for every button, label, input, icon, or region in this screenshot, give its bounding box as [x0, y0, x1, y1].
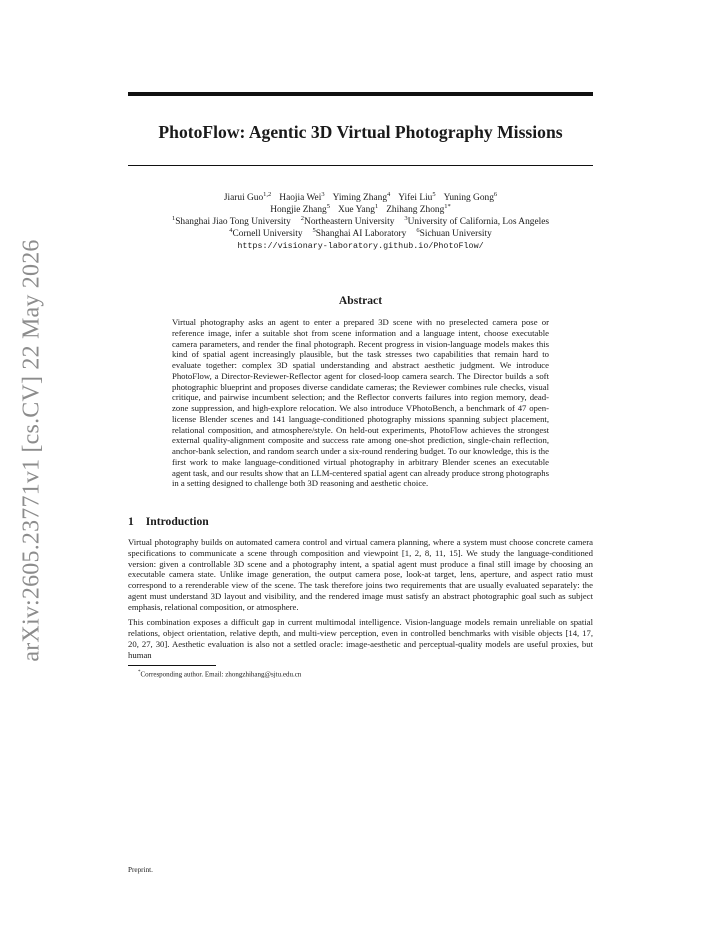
arxiv-identifier: arXiv:2605.23771v1 [cs.CV] 22 May 2026	[18, 238, 45, 662]
author-affiliation-mark: 5	[432, 190, 436, 198]
paper-page	[128, 92, 593, 680]
author-name: Haojia Wei$^3$	[279, 190, 325, 203]
affiliation	[300, 214, 395, 227]
affiliation-line-1	[128, 216, 593, 228]
author-name: Xue Yang$^1$	[337, 202, 379, 215]
affiliation-name: Cornell University	[232, 229, 303, 239]
affiliation	[171, 214, 291, 227]
affiliation-name: Northeastern University	[304, 217, 395, 227]
author-name: Yifei Liu$^5$	[398, 190, 436, 203]
abstract-heading: Abstract	[338, 294, 383, 307]
body-paragraph-1: Virtual photography builds on automated camera control and virtual camera planning, where a system must choose concrete camera specifications to communicate a scene through composition and viewpoint [1, 2, 8, 11, 15]. We study the language-conditioned version: given a controllable 3D scene and a photography intent, a spatial agent must produce a final still image by choosing an executable camera state. Unlike image generation, the output camera pose, look-at target, lens, aperture, and aspect ratio must correspond to a rerenderable view of the scene. The task therefore joins two requirements that are usually evaluated separately: the agent must understand 3D layout and visibility, and the rendered image must satisfy an abstract photographic goal such as subject emphasis, relational composition, or atmosphere.	[128, 537, 593, 612]
author-affiliation-mark: 1*	[444, 202, 451, 210]
affiliation	[229, 226, 303, 239]
author-name: Zhihang Zhong$^{1*}$	[386, 202, 451, 215]
title-bottom-rule	[128, 165, 593, 166]
affiliation-line-2	[128, 228, 593, 240]
author-affiliation-mark: 4	[387, 190, 391, 198]
abstract-text: Virtual photography asks an agent to enter a prepared 3D scene with no preselected camera pose or reference image, infer a suitable shot from scene information and a language intent, choose executable camera parameters, and render the final photograph. Recent progress in vision-language models makes this kind of spatial agent increasingly plausible, but the task stresses two capabilities that remain hard to evaluate together: complex 3D spatial understanding and abstract aesthetic judgment. We introduce PhotoFlow, a Director-Reviewer-Reflector agent for closed-loop camera search. The Director builds a soft photographic blueprint and proposes diverse candidate cameras; the Reviewer combines rule checks, visual critique, and pairwise incumbent selection; and the Reflector converts failures into region memory, dead-zone suppression, and high-explore relocation. We also introduce VPhotoBench, a benchmark of 47 open-license Blender scenes and 141 language-conditioned photography missions spanning subject placement, relational composition, and atmosphere/style. On held-out experiments, PhotoFlow achieves the strongest external quality-alignment composite and success rate among one-shot prediction, single-chain reflection, anchor-bank selection, and random search under a six-round rendering budget. To our knowledge, this is the first work to make language-conditioned virtual photography in arbitrary Blender scenes an executable agent task, and our results show that an LLM-centered spatial agent can already produce strong photographs in a setting designed to challenge both 3D reasoning and aesthetic choice.	[172, 317, 549, 489]
affiliation	[404, 214, 550, 227]
section-title: Introduction	[145, 515, 209, 528]
affiliation-name: Sichuan University	[419, 229, 492, 239]
title-top-rule	[128, 92, 593, 96]
author-affiliation-mark: 5	[326, 202, 330, 210]
affiliation-number: 1	[171, 214, 176, 222]
section-number: 1	[128, 515, 134, 528]
affiliation-number: 3	[404, 214, 408, 222]
affiliation-number: 2	[300, 214, 305, 222]
footnote-rule	[128, 665, 216, 666]
affiliation-name: Shanghai Jiao Tong University	[175, 217, 291, 227]
paper-title: PhotoFlow: Agentic 3D Virtual Photography Missions	[158, 122, 563, 142]
author-block	[128, 192, 593, 252]
affiliation	[312, 226, 407, 239]
author-name: Yiming Zhang$^4$	[332, 190, 391, 203]
affiliation-number: 4	[229, 226, 233, 234]
arxiv-side-stamp	[14, 230, 50, 670]
author-name: Jiarui Guo$^{1,2}$	[223, 190, 272, 203]
author-line-2	[128, 204, 593, 216]
affiliation-number: 5	[312, 226, 316, 234]
footnote-text: Corresponding author. Email: zhongzhihang@sjtu.edu.cn	[140, 670, 302, 679]
project-url[interactable]: https://visionary-laboratory.github.io/PhotoFlow/	[237, 241, 484, 251]
author-affiliation-mark: 1	[374, 202, 379, 210]
author-affiliation-mark: 1,2	[263, 190, 272, 198]
affiliation	[416, 226, 492, 239]
preprint-label: Preprint.	[128, 866, 153, 874]
author-affiliation-mark: 6	[493, 190, 498, 198]
affiliation-number: 6	[416, 226, 420, 234]
affiliation-name: Shanghai AI Laboratory	[315, 229, 407, 239]
author-line-1	[128, 192, 593, 204]
section-heading	[128, 515, 593, 528]
author-name: Hongjie Zhang$^5$	[270, 202, 330, 215]
body-paragraph-2: This combination exposes a difficult gap in current multimodal intelligence. Vision-language models remain unreliable on spatial relations, object orientation, relative depth, and multi-view perception, even in controlled benchmarks with visible objects [14, 17, 20, 27, 30]. Aesthetic evaluation is also not a settled oracle: image-aesthetic and perceptual-quality models are useful proxies, but human	[128, 617, 593, 660]
affiliation-name: University of California, Los Angeles	[407, 217, 550, 227]
footnote	[128, 668, 593, 679]
footnote-mark: *	[138, 670, 141, 676]
author-affiliation-mark: 3	[321, 190, 325, 198]
author-name: Yuning Gong$^6$	[443, 190, 498, 203]
